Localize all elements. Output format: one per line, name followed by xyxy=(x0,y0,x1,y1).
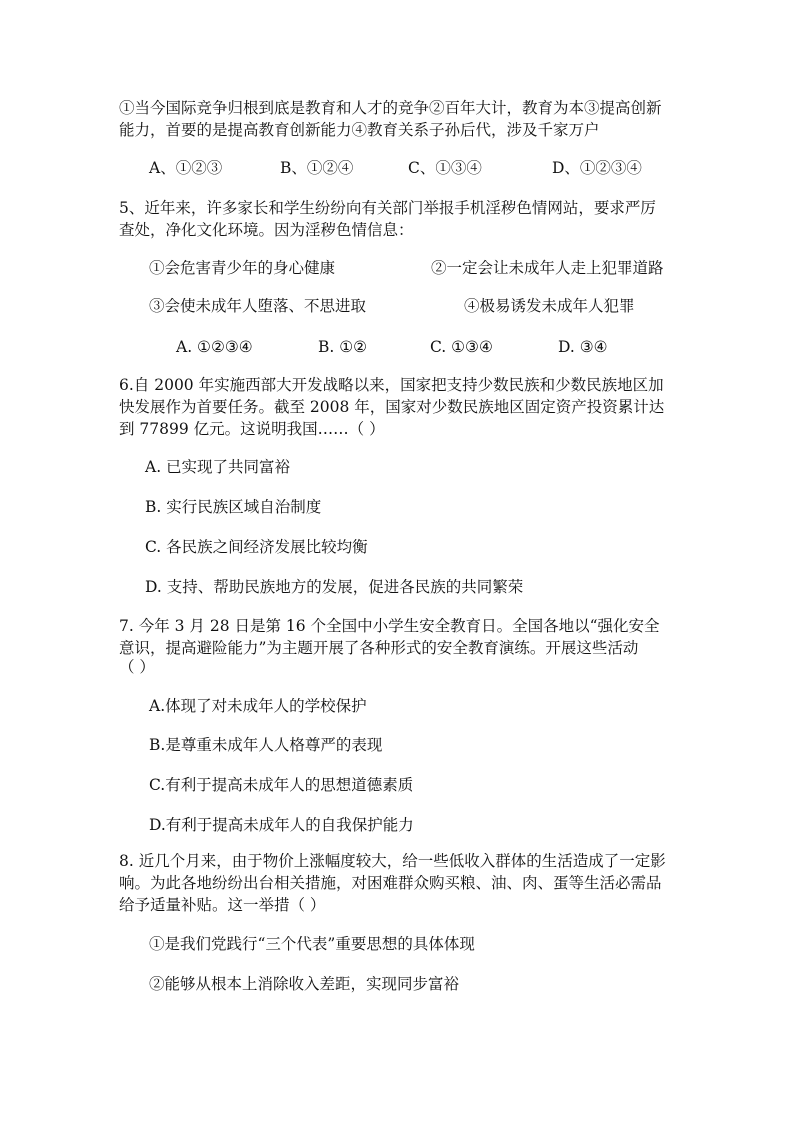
q4-option-a: A、①②③ xyxy=(149,159,223,177)
q5-option-c: C. ①③④ xyxy=(430,338,493,356)
q8-stem-line-1: 8. 近几个月来，由于物价上涨幅度较大，给一些低收入群体的生活造成了一定影 xyxy=(119,852,666,870)
q8-stem-line-2: 响。为此各地纷纷出台相关措施，对困难群众购买粮、油、肉、蛋等生活必需品 xyxy=(119,874,662,892)
q6-stem-line-3: 到 77899 亿元。这说明我国……（ ） xyxy=(119,420,385,438)
q6-stem-line-1: 6.自 2000 年实施西部大开发战略以来，国家把支持少数民族和少数民族地区加 xyxy=(119,376,664,394)
q5-statement-4: ④极易诱发未成年人犯罪 xyxy=(464,297,635,315)
q7-option-c: C.有利于提高未成年人的思想道德素质 xyxy=(149,776,414,794)
q4-option-b: B、①②④ xyxy=(280,159,354,177)
q7-option-d: D.有利于提高未成年人的自我保护能力 xyxy=(149,816,414,834)
q7-stem-line-1: 7. 今年 3 月 28 日是第 16 个全国中小学生安全教育日。全国各地以“强化安全 xyxy=(119,617,660,635)
q8-stem-line-3: 给予适量补贴。这一举措（ ） xyxy=(119,896,326,914)
q6-option-c: C. 各民族之间经济发展比较均衡 xyxy=(145,538,368,556)
q5-stem-line-2: 查处，净化文化环境。因为淫秽色情信息： xyxy=(119,221,414,239)
q4-stem-line-1: ①当今国际竞争归根到底是教育和人才的竞争②百年大计，教育为本③提高创新 xyxy=(119,99,662,117)
q5-stem-line-1: 5、近年来，许多家长和学生纷纷向有关部门举报手机淫秽色情网站，要求严厉 xyxy=(119,199,656,217)
q5-option-b: B. ①② xyxy=(318,338,368,356)
q5-option-a: A. ①②③④ xyxy=(176,338,253,356)
q7-stem-line-3: （ ） xyxy=(119,658,155,676)
q5-statement-2: ②一定会让未成年人走上犯罪道路 xyxy=(431,259,664,277)
q6-option-d: D. 支持、帮助民族地方的发展，促进各民族的共同繁荣 xyxy=(145,578,524,596)
q4-stem-line-2: 能力，首要的是提高教育创新能力④教育关系子孙后代，涉及千家万户 xyxy=(119,121,600,139)
q7-option-a: A.体现了对未成年人的学校保护 xyxy=(149,697,367,715)
q7-stem-line-2: 意识，提高避险能力”为主题开展了各种形式的安全教育演练。开展这些活动 xyxy=(119,639,639,657)
q4-option-d: D、①②③④ xyxy=(552,159,642,177)
q6-stem-line-2: 快发展作为首要任务。截至 2008 年，国家对少数民族地区固定资产投资累计达 xyxy=(119,398,665,416)
q6-option-b: B. 实行民族区域自治制度 xyxy=(145,498,322,516)
q6-option-a: A. 已实现了共同富裕 xyxy=(145,458,291,476)
q5-statement-3: ③会使未成年人堕落、不思进取 xyxy=(149,297,367,315)
q8-statement-1: ①是我们党践行“三个代表”重要思想的具体体现 xyxy=(149,935,475,953)
q4-option-c: C、①③④ xyxy=(408,159,482,177)
q5-statement-1: ①会危害青少年的身心健康 xyxy=(149,259,336,277)
q8-statement-2: ②能够从根本上消除收入差距，实现同步富裕 xyxy=(149,975,460,993)
q5-option-d: D. ③④ xyxy=(558,338,608,356)
q7-option-b: B.是尊重未成年人人格尊严的表现 xyxy=(149,736,383,754)
